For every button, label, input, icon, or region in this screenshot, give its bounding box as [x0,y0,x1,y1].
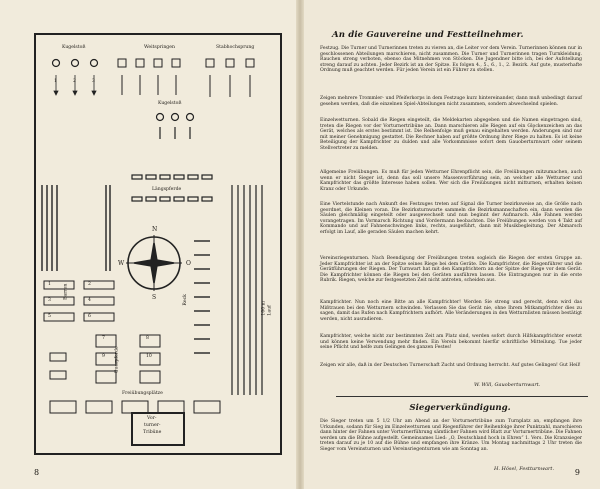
weitsprung-pits [118,59,254,97]
signature-will: W. Will, Gauoberturnwart. [474,382,541,388]
freiuebungs-fields [50,401,220,413]
section-heading-siegerverkuendigung: Siegerverkündigung. [409,403,511,413]
label-kugelstoss-top: Kugelstoß [62,45,86,50]
label-reck: Reck [182,294,188,306]
paragraph-hilfskampfrichter: Kampfrichter, welche nicht zur bestimmten Zeit am Platz sind, werden sofort durch Hilfskampfrichter ersetzt und können keine Verwendung mehr finden. Ein Verein bekommt hierfür schriftliche Mitteilung. Tue jeder seine Pflicht und helfe zum Gelingen des ganzen Festes! [320,334,582,351]
compass-o-label: O [186,260,191,267]
label-barren: Barren [63,283,69,300]
tribune-label-line2: turner- [144,423,161,428]
apparatus-number: 2 [88,282,91,287]
querpferde [50,335,160,383]
apparatus-number: 1 [48,282,51,287]
pit-number: 2 [73,79,76,84]
apparatus-number: 5 [48,314,51,319]
kugelstoss-circles-middle [157,114,194,140]
paragraph-freiuebungen: Allgemeine Freiübungen. Es muß für jeden Wetturner Ehrenpflicht sein, die Freiübungen mitzumachen, auch wenn er nicht Sieger ist, denn das soll unsere Massenvorführung sein, an welcher alle Wetturner und Kampfrichter das größte Interesse haben sollen. Wer sich die Freiübungen nicht mitturnen, erhalten keinen Kranz oder Urkunde. [320,170,582,192]
apparatus-number: 9 [102,354,105,359]
label-stabhochsprung: Stabhochsprung [216,45,255,50]
label-laengspferde: Längspferde [152,187,182,192]
apparatus-number: 7 [102,336,105,341]
book-gutter [296,0,304,489]
pit-number: 3 [92,79,95,84]
label-100m-lauf: 100 m Lauf [261,301,272,316]
compass-rose [126,235,182,291]
sports-field-plan [34,33,282,455]
paragraph-siegerverkuendigung: Die Sieger treten um 5 1/2 Uhr am Abend an der Vorturnertribüne zum Turnplatz an, empfangen ihre Urkunden, sodann für Sieg im Einzelwetturnen und Riegenführer der Reihenfolge ihrer Punktzahl, marschieren dann hinter der Fahnen unter Vorturnerführung sämtlicher Fahnen wird Blatt zur Vorturnertribüne. Die Fahnen werden um die Bühne aufgestellt. Gemeinsames Lied: „O, Deutschland hoch in Ehren“ 1. Vers. Die Kranzsieger treten darauf zu je 10 auf die Bühne und empfangen ihre Kränze. Um Montag nachmittags 2 Uhr treten die Sieger vom Vereinsturnen und Vereinsriegenturnen wie am Sonntag an. [320,419,582,452]
reck-bars [194,241,210,353]
laufbahn-100m [232,185,262,395]
signature-hoesel: H. Hösel, Festturnwart. [494,466,555,472]
main-heading: An die Gauvereine und Festteilnehmer. [332,30,524,40]
apparatus-number: 3 [48,298,51,303]
paragraph-kampfrichter: Kampfrichter. Nun noch eine Bitte an alle Kampfrichter! Werden Sie streng und gerecht, denn wird das Mißtrauen bei den Wetturnern schwinden. Verlassen Sie das Gerät nie, ohne Ihrem Mitkampfrichter dies zu sagen, damit das Rufen nach Kampfrichtern aufhört. Alle Veränderungen in den Wetturnlisten müssen bestätigt werden, nicht ausradieren. [320,300,582,322]
paragraph-einzelwetturnen: Einzelwetturnen. Sobald die Riegen eingeteilt, die Meldekarten abgegeben und die Namen eingetragen sind, treten die Riegen vor der Vorturnertribüne an. Dann marschieren alle Riegen auf ein Glockenzeichen an das Gerät, welches als erstes bestimmt ist. Die Reihenfolge muß genau eingehalten werden. Änderungen sind nur mit meiner Genehmigung gestattet. Die Rechner haben auf größte Ordnung ihrer Riege zu halten. Es ist keine Beteiligung der Kampfrichter zu dulden und alle Vorkommnisse sofort dem Gauoberturnwart oder seinem Stellvertreter zu melden. [320,118,582,151]
apparatus-number: 4 [88,298,91,303]
tribune-label-line1: Vor- [147,416,157,421]
apparatus-number: 6 [88,314,91,319]
page-number-left: 8 [34,468,40,477]
paragraph-gut-heil: Zeigen wir alle, daß in der Deutschen Turnerschaft Zucht und Ordnung herrscht. Auf gutes Gelingen! Gut Heil! [320,363,581,368]
compass-n-label: N [152,226,158,233]
label-kugelstoss-middle: Kugelstoß [158,101,182,106]
kugelstoss-circles-top [53,60,98,67]
divider [336,396,588,397]
paragraph-vereinsriegenturnen: Vereinsriegenturnen. Nach Beendigung der Freiübungen treten sogleich die Riegen der ersten Gruppe an. Jeder Kampfrichter ist an der Spitze seines Riege bei dem Geräte. Die Kampfrichter, die Riegenführer und die Gerätführungen der Riegen. Der Turnwart hat mit den Kampfrichtern an der Spitze der Riege vor dem Gerät. Die Kampfrichter können die Riegen bei den Geräten ausführen lassen. Die Eintragungen nur in die erste Rubrik. Riegen, welche zur festgesetzten Zeit nicht antreten, scheiden aus. [320,256,582,284]
paragraph-trommler: Zeigen mehrere Trommler- und Pfeiferkorps in dem Festzuge kurz hintereinander, dann muß unbedingt darauf gesehen werden, daß die einzelnen Spiel-Abteilungen nicht zusammen, sondern abwechselnd spielen. [320,96,582,107]
paragraph-aufmarsch: Eine Viertelstunde nach Ankunft des Festzuges treten auf Signal die Turner bezirksweise an, die Größe nach geordnet, die Kleinen voran. Die Bezirksturnwarte sammeln die Bezirksmannschaften ein, dann werden die Säulen gleichmäßig eingeteilt oder ausgewechselt und nun beginnt der Aufmarsch. Alle Fahnen werden vorangetragen. Im Vormarsch Richtung und Vordermann beobachten. Die Freiübungen werden von 4 Takt auf Kommando und auf Fahnenschwingen links, rechts, ausgeführt, dann mit Musikbegleitung. Der Abmarsch erfolgt im Lauf, alle geraden Säulen machen kehrt. [320,202,582,235]
page-number-right: 9 [574,468,580,477]
apparatus-number: 10 [146,354,152,359]
compass-w-label: W [118,260,125,267]
arrows-top [54,75,96,95]
tribune-label-line3: Tribüne [143,430,162,435]
paragraph-festzug: Festzug. Die Turner und Turnerinnen treten zu vieren an, die Leiter vor dem Verein. Turnerinnen können nur in geschlossenen Abteilungen marschieren, nicht zusammen. Die Turner und Turnerinnen tragen Turnkleidung. Rauchen streng verboten, ebenso das Mitnehmen von Stöcken. Die Jugendner bitte ich, bei der Aufstellung streng darauf zu achten. Jeder Bezirk ist an der Spitze. Es folgen 4., 5., 6., 1., 2. Bezirk. Auf gute, musterhafte Ordnung muß geachtet werden. Für jeden Verein ist ein Führer zu stellen. [320,46,582,74]
vorturner-tribuene [132,413,184,445]
label-weitspringen: Weitspringen [144,45,175,50]
label-freiuebungsplaetze: Freiübungsplätze [122,391,163,396]
label-querpferde: Querpferde [114,346,120,374]
pit-number: 1 [54,79,57,84]
apparatus-number: 8 [146,336,149,341]
compass-s-label: S [152,294,157,301]
barren-bars-left [42,185,110,271]
barren-set [44,281,114,321]
